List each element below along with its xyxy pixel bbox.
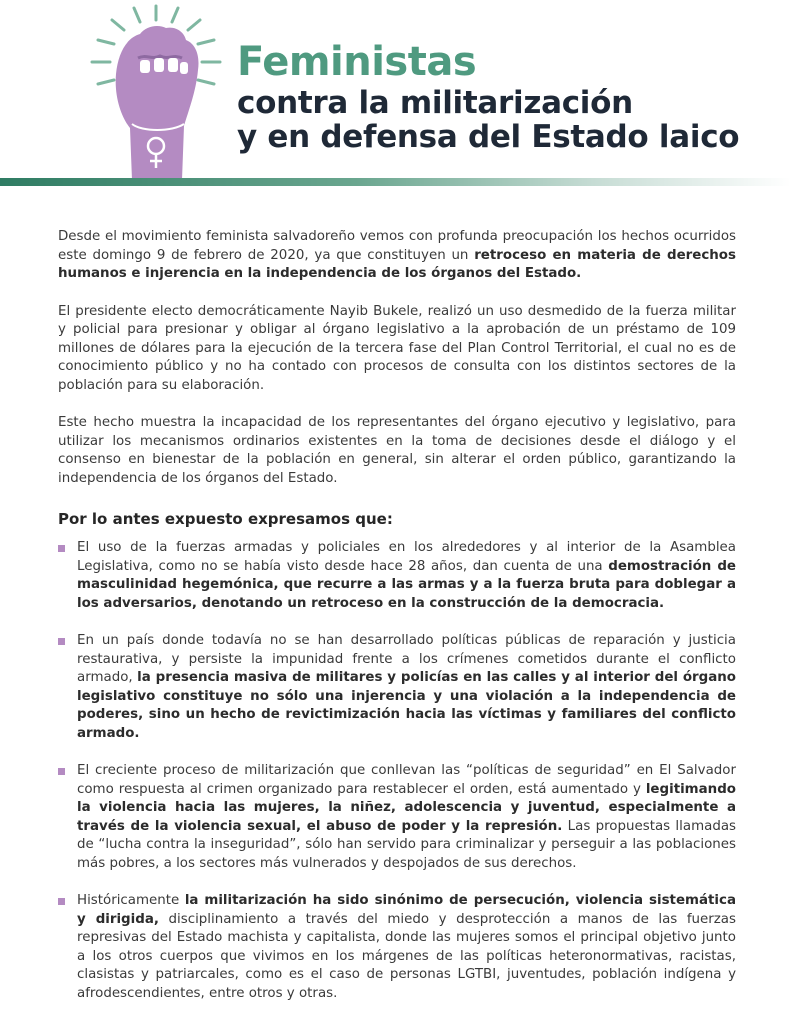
text-segment: El creciente proceso de militarización que conllevan las “políticas de seguridad” en El Salvador como respuesta al crimen organizado para restablecer el orden, está aumentado y bbox=[77, 763, 736, 797]
paragraph-incapacity bbox=[58, 414, 736, 488]
list-item bbox=[58, 762, 736, 873]
title-line-1: Feministas bbox=[237, 39, 477, 85]
document-body bbox=[58, 228, 736, 1022]
bullet-square-icon bbox=[58, 768, 65, 775]
text-segment-bold: demostración de masculinidad hegemónica, que recurre a las armas y a la fuerza bruta para doblegar a los adversarios, denotando un retroceso en la construcción de la democracia. bbox=[77, 558, 736, 611]
text-segment: Las propuestas llamadas de “lucha contra la inseguridad”, sólo han servido para criminalizar y perseguir a las poblaciones más pobres, a los sectores más vulnerados y despojados de sus derechos. bbox=[77, 818, 736, 871]
text-segment: Históricamente bbox=[77, 893, 185, 908]
title-line-2: contra la militarización bbox=[237, 85, 633, 121]
bullet-square-icon bbox=[58, 898, 65, 905]
bullet-square-icon bbox=[58, 545, 65, 552]
text-segment: En un país donde todavía no se han desarrollado políticas públicas de reparación y justicia restaurativa, y persiste la impunidad frente a los crímenes cometidos durante el conflicto armado, bbox=[77, 633, 736, 685]
list-item bbox=[58, 892, 736, 1003]
text-segment-bold: legitimando la violencia hacia las mujeres, la niñez, adolescencia y juventud, especialmente a través de la violencia sexual, el abuso de poder y la represión. bbox=[77, 781, 736, 834]
page-title bbox=[237, 39, 740, 155]
header-divider bbox=[0, 178, 791, 186]
text-segment: disciplinamiento a través del miedo y desprotección a manos de las fuerzas represivas del Estado machista y capitalista, donde las mujeres somos el principal objetivo junto a los otros cuerpos que vivimos en los márgenes de las políticas heteronormativas, racistas, clasistas y patriarcales, como es el caso de personas LGTBI, juventudes, población indígena y afrodescendientes, entre otros y otras. bbox=[77, 911, 736, 1001]
text-segment: El uso de la fuerzas armadas y policiales en los alrededores y al interior de la Asamblea Legislativa, como no se había visto desde hace 28 años, dan cuenta de una bbox=[77, 540, 736, 574]
raised-fist-feminist-icon bbox=[60, 0, 240, 182]
title-line-3: y en defensa del Estado laico bbox=[237, 119, 740, 155]
paragraph-intro bbox=[58, 228, 736, 284]
bullet-square-icon bbox=[58, 638, 65, 645]
text-segment-bold: la presencia masiva de militares y policías en las calles y al interior del órgano legislativo constituye no sólo una injerencia y una violación a la independencia de poderes, sino un hecho de revictimización hacia las víctimas y familiares del conflicto armado. bbox=[77, 670, 737, 741]
text-segment: Este hecho muestra la incapacidad de los representantes del órgano ejecutivo y legislativo, para utilizar los mecanismos ordinarios existentes en la toma de decisiones desde el diálogo y el consenso en bienestar de la población en general, sin alterar el orden público, garantizando la independencia de los órganos del Estado. bbox=[58, 415, 736, 486]
text-segment: El presidente electo democráticamente Nayib Bukele, realizó un uso desmedido de la fuerza militar y policial para presionar y obligar al órgano legislativo a la aprobación de un préstamo de 109 millones de dólares para la ejecución de la tercera fase del Plan Control Territorial, el cual no es de conocimiento público y no ha contado con procesos de consulta con los distintos sectores de la población para su elaboración. bbox=[58, 303, 736, 393]
text-segment-bold: retroceso en materia de derechos humanos e injerencia en la independencia de los órganos del Estado. bbox=[58, 247, 736, 281]
text-segment-bold: la militarización ha sido sinónimo de persecución, violencia sistemática y dirigida, bbox=[77, 893, 736, 927]
text-segment: Desde el movimiento feminista salvadoreño vemos con profunda preocupación los hechos ocurridos este domingo 9 de febrero de 2020, ya que constituyen un bbox=[58, 229, 736, 263]
list-item bbox=[58, 632, 736, 743]
header bbox=[0, 0, 791, 190]
paragraph-president bbox=[58, 303, 736, 396]
section-subheading: Por lo antes expuesto expresamos que: bbox=[58, 510, 393, 528]
list-item bbox=[58, 539, 736, 613]
